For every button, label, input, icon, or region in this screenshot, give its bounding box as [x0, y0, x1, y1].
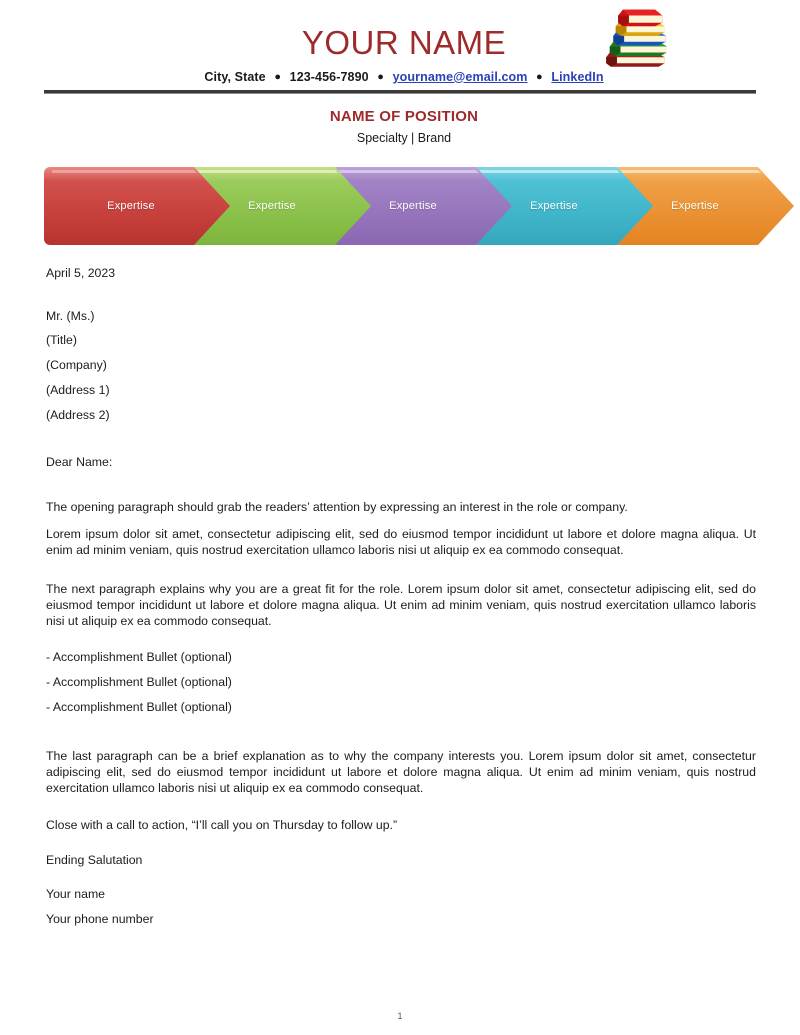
contact-email-link[interactable]: yourname@email.com	[392, 69, 528, 84]
spacer	[46, 629, 756, 651]
recipient-salutation-line: Mr. (Ms.)	[46, 308, 95, 323]
spacer	[46, 434, 756, 456]
call-to-action-line: Close with a call to action, “I’ll call you on Thursday to follow up.”	[46, 817, 398, 832]
expertise-chevron-1	[44, 167, 230, 245]
recipient-company-line: (Company)	[46, 358, 107, 373]
signature-phone: Your phone number	[46, 912, 154, 927]
candidate-name: YOUR NAME	[301, 24, 507, 61]
expertise-banner	[30, 167, 756, 245]
spacer	[46, 469, 756, 499]
spacer	[46, 797, 756, 819]
expertise-label: Expertise	[671, 199, 719, 212]
expertise-label: Expertise	[530, 199, 578, 212]
page-number: 1	[397, 1011, 403, 1021]
contact-location: City, State	[204, 69, 266, 84]
header-divider	[44, 90, 756, 94]
accomplishment-bullet: - Accomplishment Bullet (optional)	[46, 675, 232, 690]
signature-name: Your name	[46, 887, 106, 902]
contact-line	[0, 70, 800, 84]
paragraph-opening-intro: The opening paragraph should grab the readers’ attention by expressing an interest in the role or company.	[46, 499, 628, 514]
contact-separator-icon: ●	[536, 70, 543, 83]
position-title: NAME OF POSITION	[329, 107, 479, 125]
paragraph-closing: The last paragraph can be a brief explanation as to why the company interests you. Lorem ipsum dolor sit amet, consectetur adipiscing elit, sed do eiusmod tempor incididunt ut labore et dolore magna aliqua. Ut enim ad minim veniam, quis nostrud exercitation ullamco laboris nisi ut aliquip ex ea commodo consequat.	[46, 749, 756, 796]
expertise-label: Expertise	[389, 199, 437, 212]
expertise-label: Expertise	[107, 199, 155, 212]
letter-header	[0, 0, 800, 94]
position-block	[0, 108, 800, 145]
contact-separator-icon: ●	[377, 70, 385, 83]
position-subtitle: Specialty | Brand	[356, 130, 452, 145]
contact-separator-icon: ●	[274, 70, 282, 83]
letter-salutation: Dear Name:	[46, 455, 113, 470]
recipient-address2-line: (Address 2)	[46, 408, 110, 423]
spacer	[46, 280, 756, 310]
recipient-title-line: (Title)	[46, 333, 77, 348]
paragraph-opening-body: Lorem ipsum dolor sit amet, consectetur adipiscing elit, sed do eiusmod tempor incididunt ut labore et dolore magna aliqua. Ut enim ad minim veniam, quis nostrud exercitation ullamco laboris nisi ut aliquip ex ea commodo consequat.	[46, 527, 756, 558]
spacer	[46, 726, 756, 748]
accomplishment-bullet: - Accomplishment Bullet (optional)	[46, 650, 232, 665]
contact-phone: 123-456-7890	[289, 69, 369, 84]
letter-body	[46, 245, 756, 927]
recipient-address1-line: (Address 1)	[46, 383, 110, 398]
spacer	[46, 866, 756, 888]
accomplishment-bullet: - Accomplishment Bullet (optional)	[46, 700, 232, 715]
contact-linkedin-link[interactable]: LinkedIn	[551, 69, 604, 84]
paragraph-fit: The next paragraph explains why you are a great fit for the role. Lorem ipsum dolor sit amet, consectetur adipiscing elit, sed do eiusmod tempor incididunt ut labore et dolore magna aliqua. Ut enim ad minim veniam, quis nostrud exercitation ullamco laboris nisi ut aliquip ex ea commodo consequat.	[46, 581, 756, 629]
ending-salutation: Ending Salutation	[46, 852, 143, 867]
stack-of-books-icon	[600, 6, 672, 68]
expertise-label: Expertise	[248, 199, 296, 212]
page-footer	[0, 1011, 800, 1021]
letter-date: April 5, 2023	[46, 265, 116, 280]
spacer	[46, 559, 756, 581]
spacer	[46, 832, 756, 854]
